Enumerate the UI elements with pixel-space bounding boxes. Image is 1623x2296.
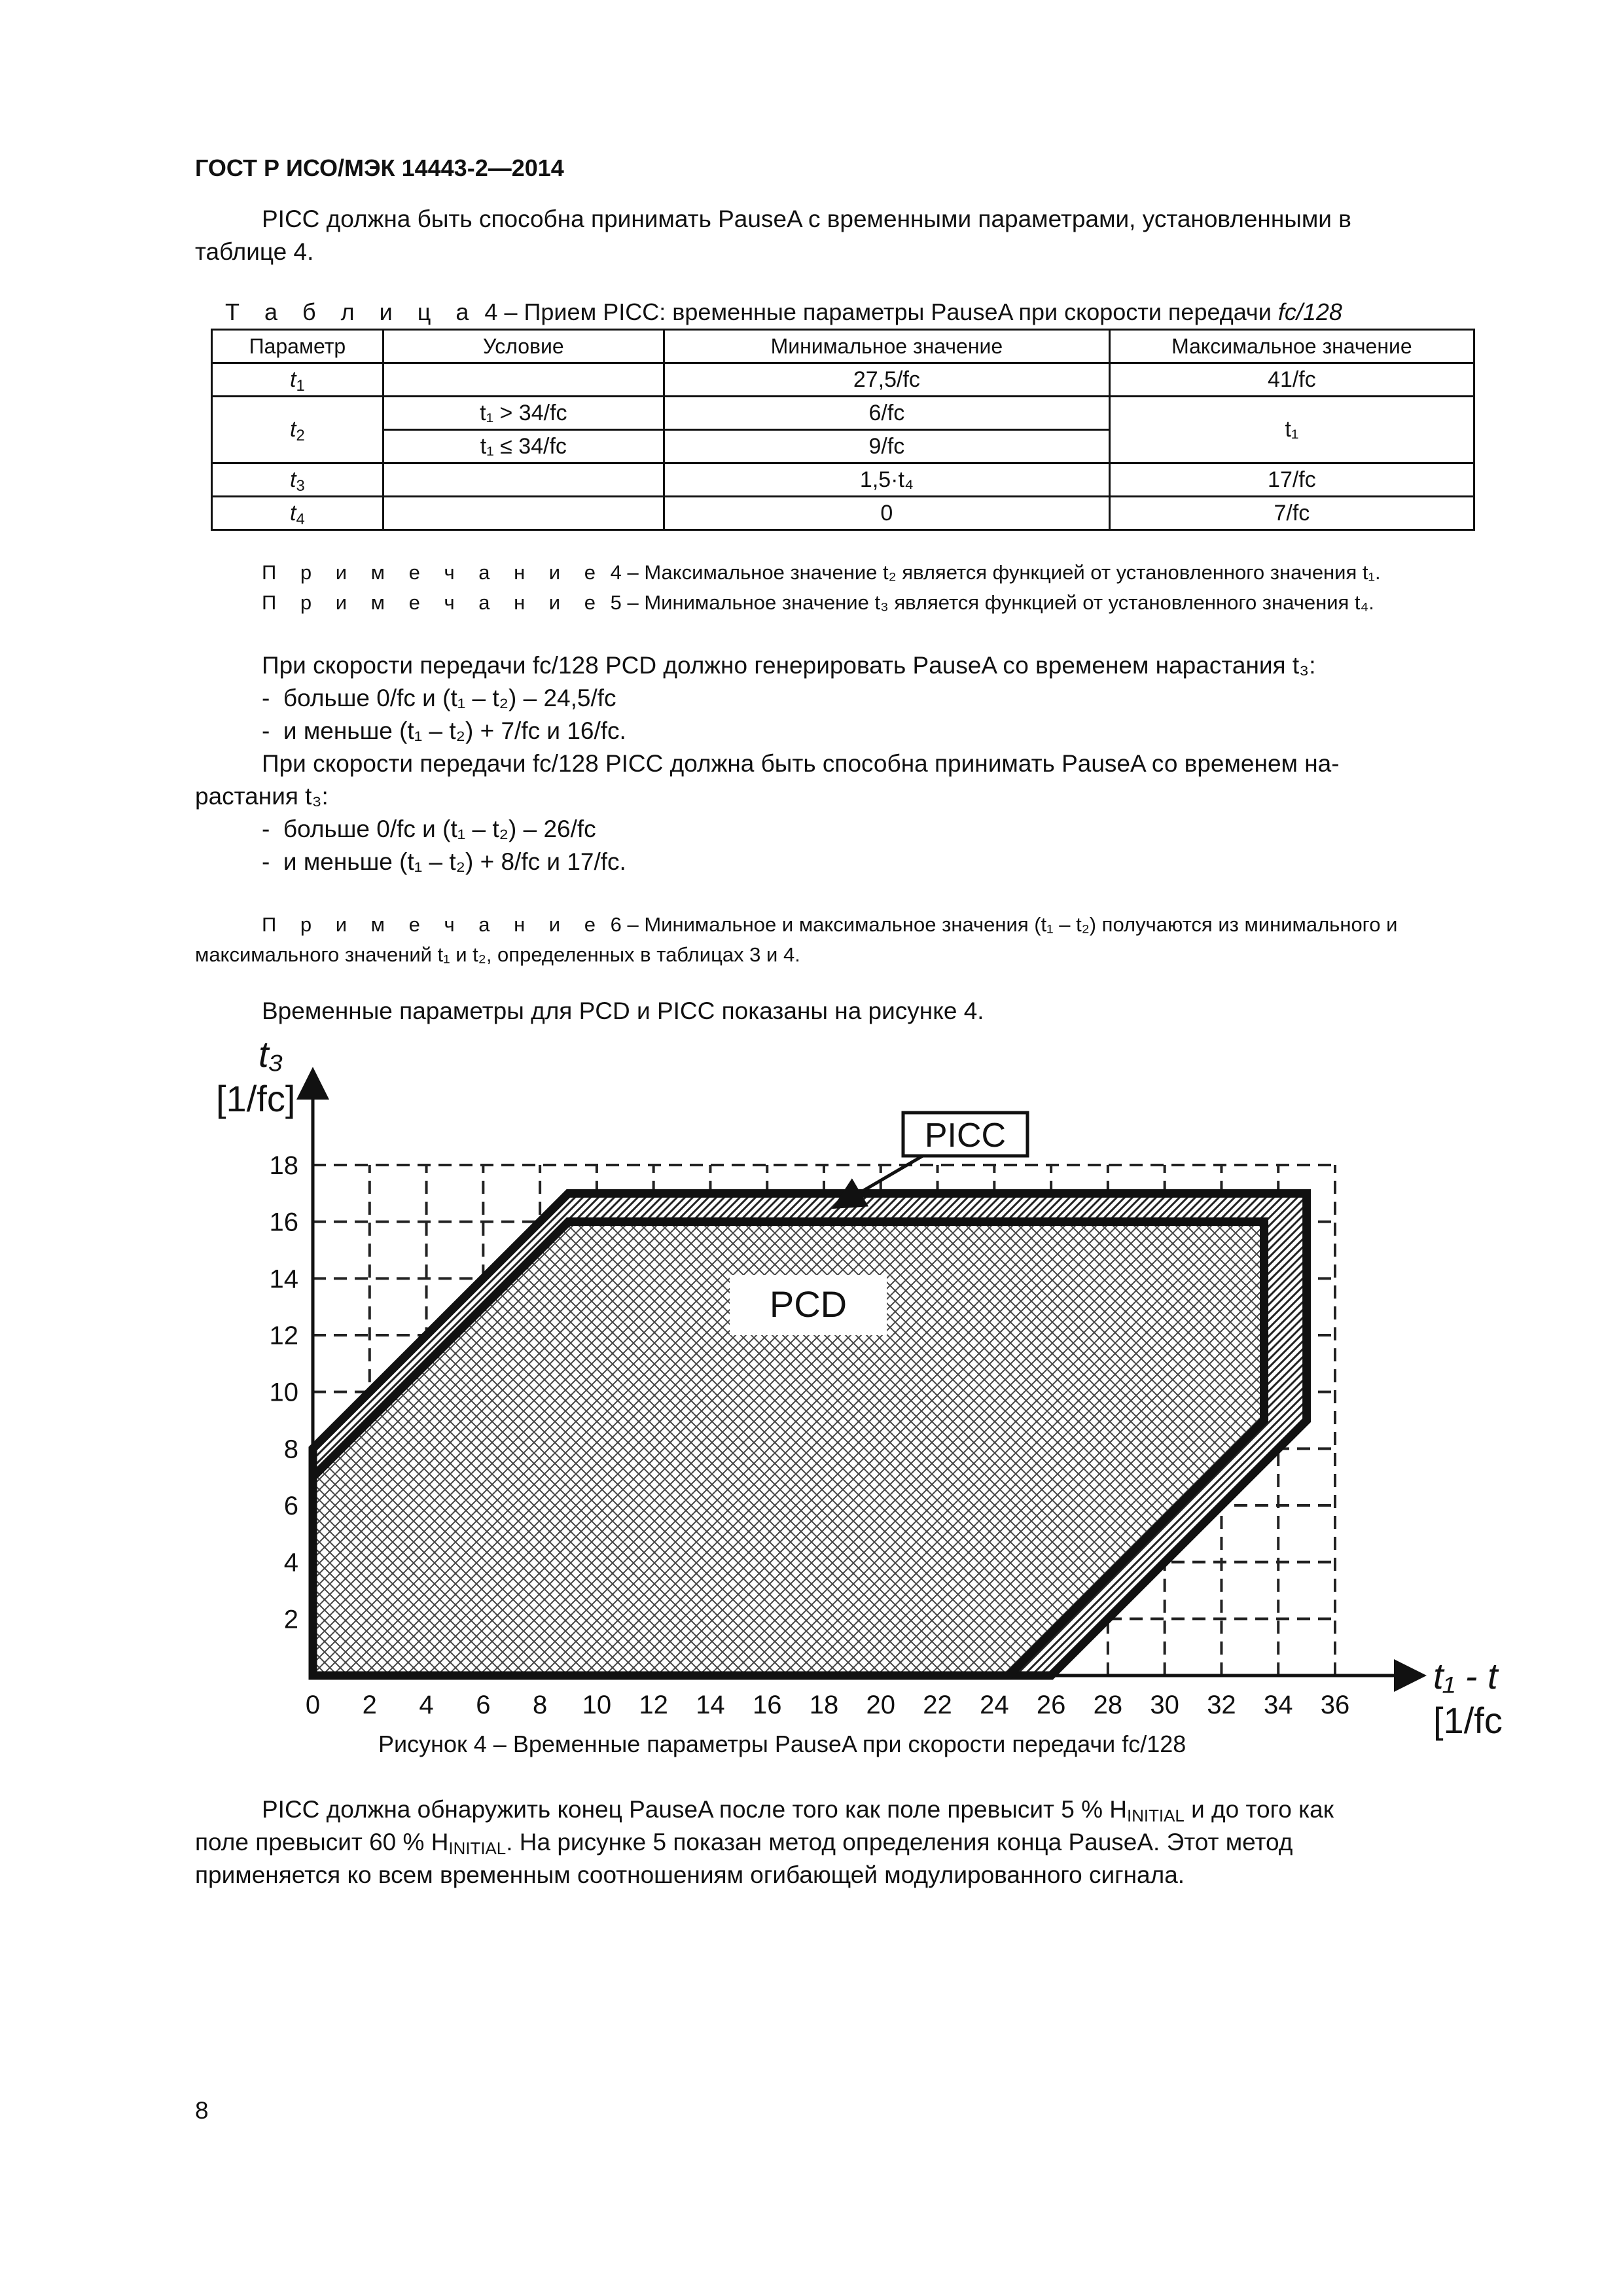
table-row bbox=[212, 397, 1474, 430]
cell-cond bbox=[383, 497, 664, 530]
cell-min: 27,5/fc bbox=[664, 363, 1109, 397]
closing-line-3: применяется ко всем временным соотношениям огибающей модулированного сигнала. bbox=[195, 1861, 1185, 1888]
note-6-line-1: П р и м е ч а н и е 6 – Минимальное и максимальное значения (t₁ – t₂) получаются из минимального и bbox=[262, 913, 1398, 936]
cell-param: $t_1$ bbox=[212, 363, 383, 397]
y-axis-label-unit: [1/fc] bbox=[216, 1078, 296, 1119]
table-caption-text: 4 – Прием PICC: временные параметры PauseA при скорости передачи bbox=[484, 298, 1272, 325]
y-tick-label: 14 bbox=[269, 1265, 298, 1294]
table-caption-end: fc/128 bbox=[1277, 298, 1342, 325]
table-caption bbox=[225, 296, 1342, 329]
cell-param: $t_2$ bbox=[212, 397, 383, 463]
x-tick-label: 18 bbox=[809, 1691, 839, 1719]
intro-line-1: PICC должна быть способна принимать PauseA с временными параметрами, установленными в bbox=[262, 206, 1351, 232]
x-tick-label: 22 bbox=[923, 1691, 952, 1719]
page-number: 8 bbox=[195, 2097, 209, 2124]
x-tick-label: 14 bbox=[696, 1691, 725, 1719]
x-tick-label: 16 bbox=[752, 1691, 782, 1719]
cell-max: t₁ bbox=[1109, 397, 1474, 463]
picc-lead-1: При скорости передачи fc/128 PICC должна быть способна принимать PauseA со временем на- bbox=[262, 750, 1340, 777]
col-header-min: Минимальное значение bbox=[664, 330, 1109, 363]
note-6-line-2: максимального значений t₁ и t₂, определенных в таблицах 3 и 4. bbox=[195, 943, 800, 966]
x-tick-label: 36 bbox=[1320, 1691, 1350, 1719]
y-tick-label: 8 bbox=[283, 1435, 298, 1464]
document-header: ГОСТ Р ИСО/МЭК 14443-2—2014 bbox=[195, 154, 564, 181]
figure-intro: Временные параметры для PCD и PICC показаны на рисунке 4. bbox=[262, 997, 984, 1024]
cell-cond: t₁ ≤ 34/fc bbox=[383, 430, 664, 463]
picc-item-1: - больше 0/fc и (t₁ – t₂) – 26/fc bbox=[262, 816, 596, 842]
x-tick-label: 26 bbox=[1036, 1691, 1066, 1719]
picc-item-2: - и меньше (t₁ – t₂) + 8/fc и 17/fc. bbox=[262, 848, 626, 875]
cell-min: 0 bbox=[664, 497, 1109, 530]
pcd-lead: При скорости передачи fc/128 PCD должно генерировать PauseA со временем нарастания t₃: bbox=[262, 652, 1316, 679]
x-tick-label: 28 bbox=[1093, 1691, 1123, 1719]
cell-param: $t_4$ bbox=[212, 497, 383, 530]
x-tick-label: 30 bbox=[1150, 1691, 1179, 1719]
x-tick-label: 6 bbox=[476, 1691, 491, 1719]
cell-max: 17/fc bbox=[1109, 463, 1474, 497]
col-header-max: Максимальное значение bbox=[1109, 330, 1474, 363]
table-header-row bbox=[212, 330, 1474, 363]
x-tick-label: 34 bbox=[1263, 1691, 1293, 1719]
x-tick-label: 20 bbox=[866, 1691, 896, 1719]
y-tick-label: 2 bbox=[283, 1605, 298, 1634]
cell-min: 1,5·t₄ bbox=[664, 463, 1109, 497]
table-4 bbox=[211, 329, 1475, 531]
col-header-cond: Условие bbox=[383, 330, 664, 363]
table-caption-label: Т а б л и ц а bbox=[225, 298, 478, 325]
intro-line-2: таблице 4. bbox=[195, 238, 314, 265]
x-tick-label: 12 bbox=[639, 1691, 668, 1719]
pcd-label: PCD bbox=[769, 1283, 847, 1325]
closing-line-2: поле превысит 60 % $H_{INITIAL}$. На рисунке 5 показан метод определения конца PauseA. Этот метод bbox=[195, 1829, 1293, 1858]
closing-line-1: PICC должна обнаружить конец PauseA после того как поле превысит 5 % $H_{INITIAL}$ и до того как bbox=[262, 1796, 1334, 1825]
picc-label: PICC bbox=[924, 1117, 1007, 1155]
note-5: П р и м е ч а н и е 5 – Минимальное значение t₃ является функцией от установленного значения t₄. bbox=[262, 591, 1374, 614]
table-row bbox=[212, 363, 1474, 397]
x-tick-label: 24 bbox=[980, 1691, 1009, 1719]
y-tick-label: 4 bbox=[283, 1548, 298, 1577]
x-tick-label: 2 bbox=[362, 1691, 377, 1719]
pcd-item-2: - и меньше (t₁ – t₂) + 7/fc и 16/fc. bbox=[262, 717, 626, 744]
cell-cond: t₁ > 34/fc bbox=[383, 397, 664, 430]
y-tick-label: 6 bbox=[283, 1492, 298, 1520]
cell-min: 9/fc bbox=[664, 430, 1109, 463]
x-tick-label: 4 bbox=[419, 1691, 434, 1719]
y-axis-label-symbol: t₃ bbox=[259, 1034, 283, 1075]
pcd-item-1: - больше 0/fc и (t₁ – t₂) – 24,5/fc bbox=[262, 685, 616, 711]
figure-4-chart bbox=[0, 1034, 1623, 1741]
table-row bbox=[212, 463, 1474, 497]
y-tick-label: 18 bbox=[269, 1151, 298, 1180]
cell-max: 7/fc bbox=[1109, 497, 1474, 530]
x-tick-label: 32 bbox=[1207, 1691, 1236, 1719]
y-tick-label: 12 bbox=[269, 1321, 298, 1350]
x-tick-label: 0 bbox=[305, 1691, 321, 1719]
table-row bbox=[212, 497, 1474, 530]
note-4: П р и м е ч а н и е 4 – Максимальное значение t₂ является функцией от установленного значения t₁. bbox=[262, 561, 1381, 584]
x-tick-label: 8 bbox=[532, 1691, 548, 1719]
y-tick-label: 10 bbox=[269, 1378, 298, 1407]
cell-param: $t_3$ bbox=[212, 463, 383, 497]
cell-min: 6/fc bbox=[664, 397, 1109, 430]
cell-cond bbox=[383, 463, 664, 497]
cell-cond bbox=[383, 363, 664, 397]
cell-max: 41/fc bbox=[1109, 363, 1474, 397]
x-axis-label-symbol: t₁ - t bbox=[1433, 1655, 1498, 1696]
figure-caption: Рисунок 4 – Временные параметры PauseA при скорости передачи fc/128 bbox=[378, 1731, 1186, 1757]
picc-lead-2: растания t₃: bbox=[195, 783, 329, 810]
col-header-param: Параметр bbox=[212, 330, 383, 363]
x-tick-label: 10 bbox=[582, 1691, 612, 1719]
y-tick-label: 16 bbox=[269, 1208, 298, 1237]
x-axis-label-unit: [1/fc bbox=[1433, 1700, 1503, 1741]
